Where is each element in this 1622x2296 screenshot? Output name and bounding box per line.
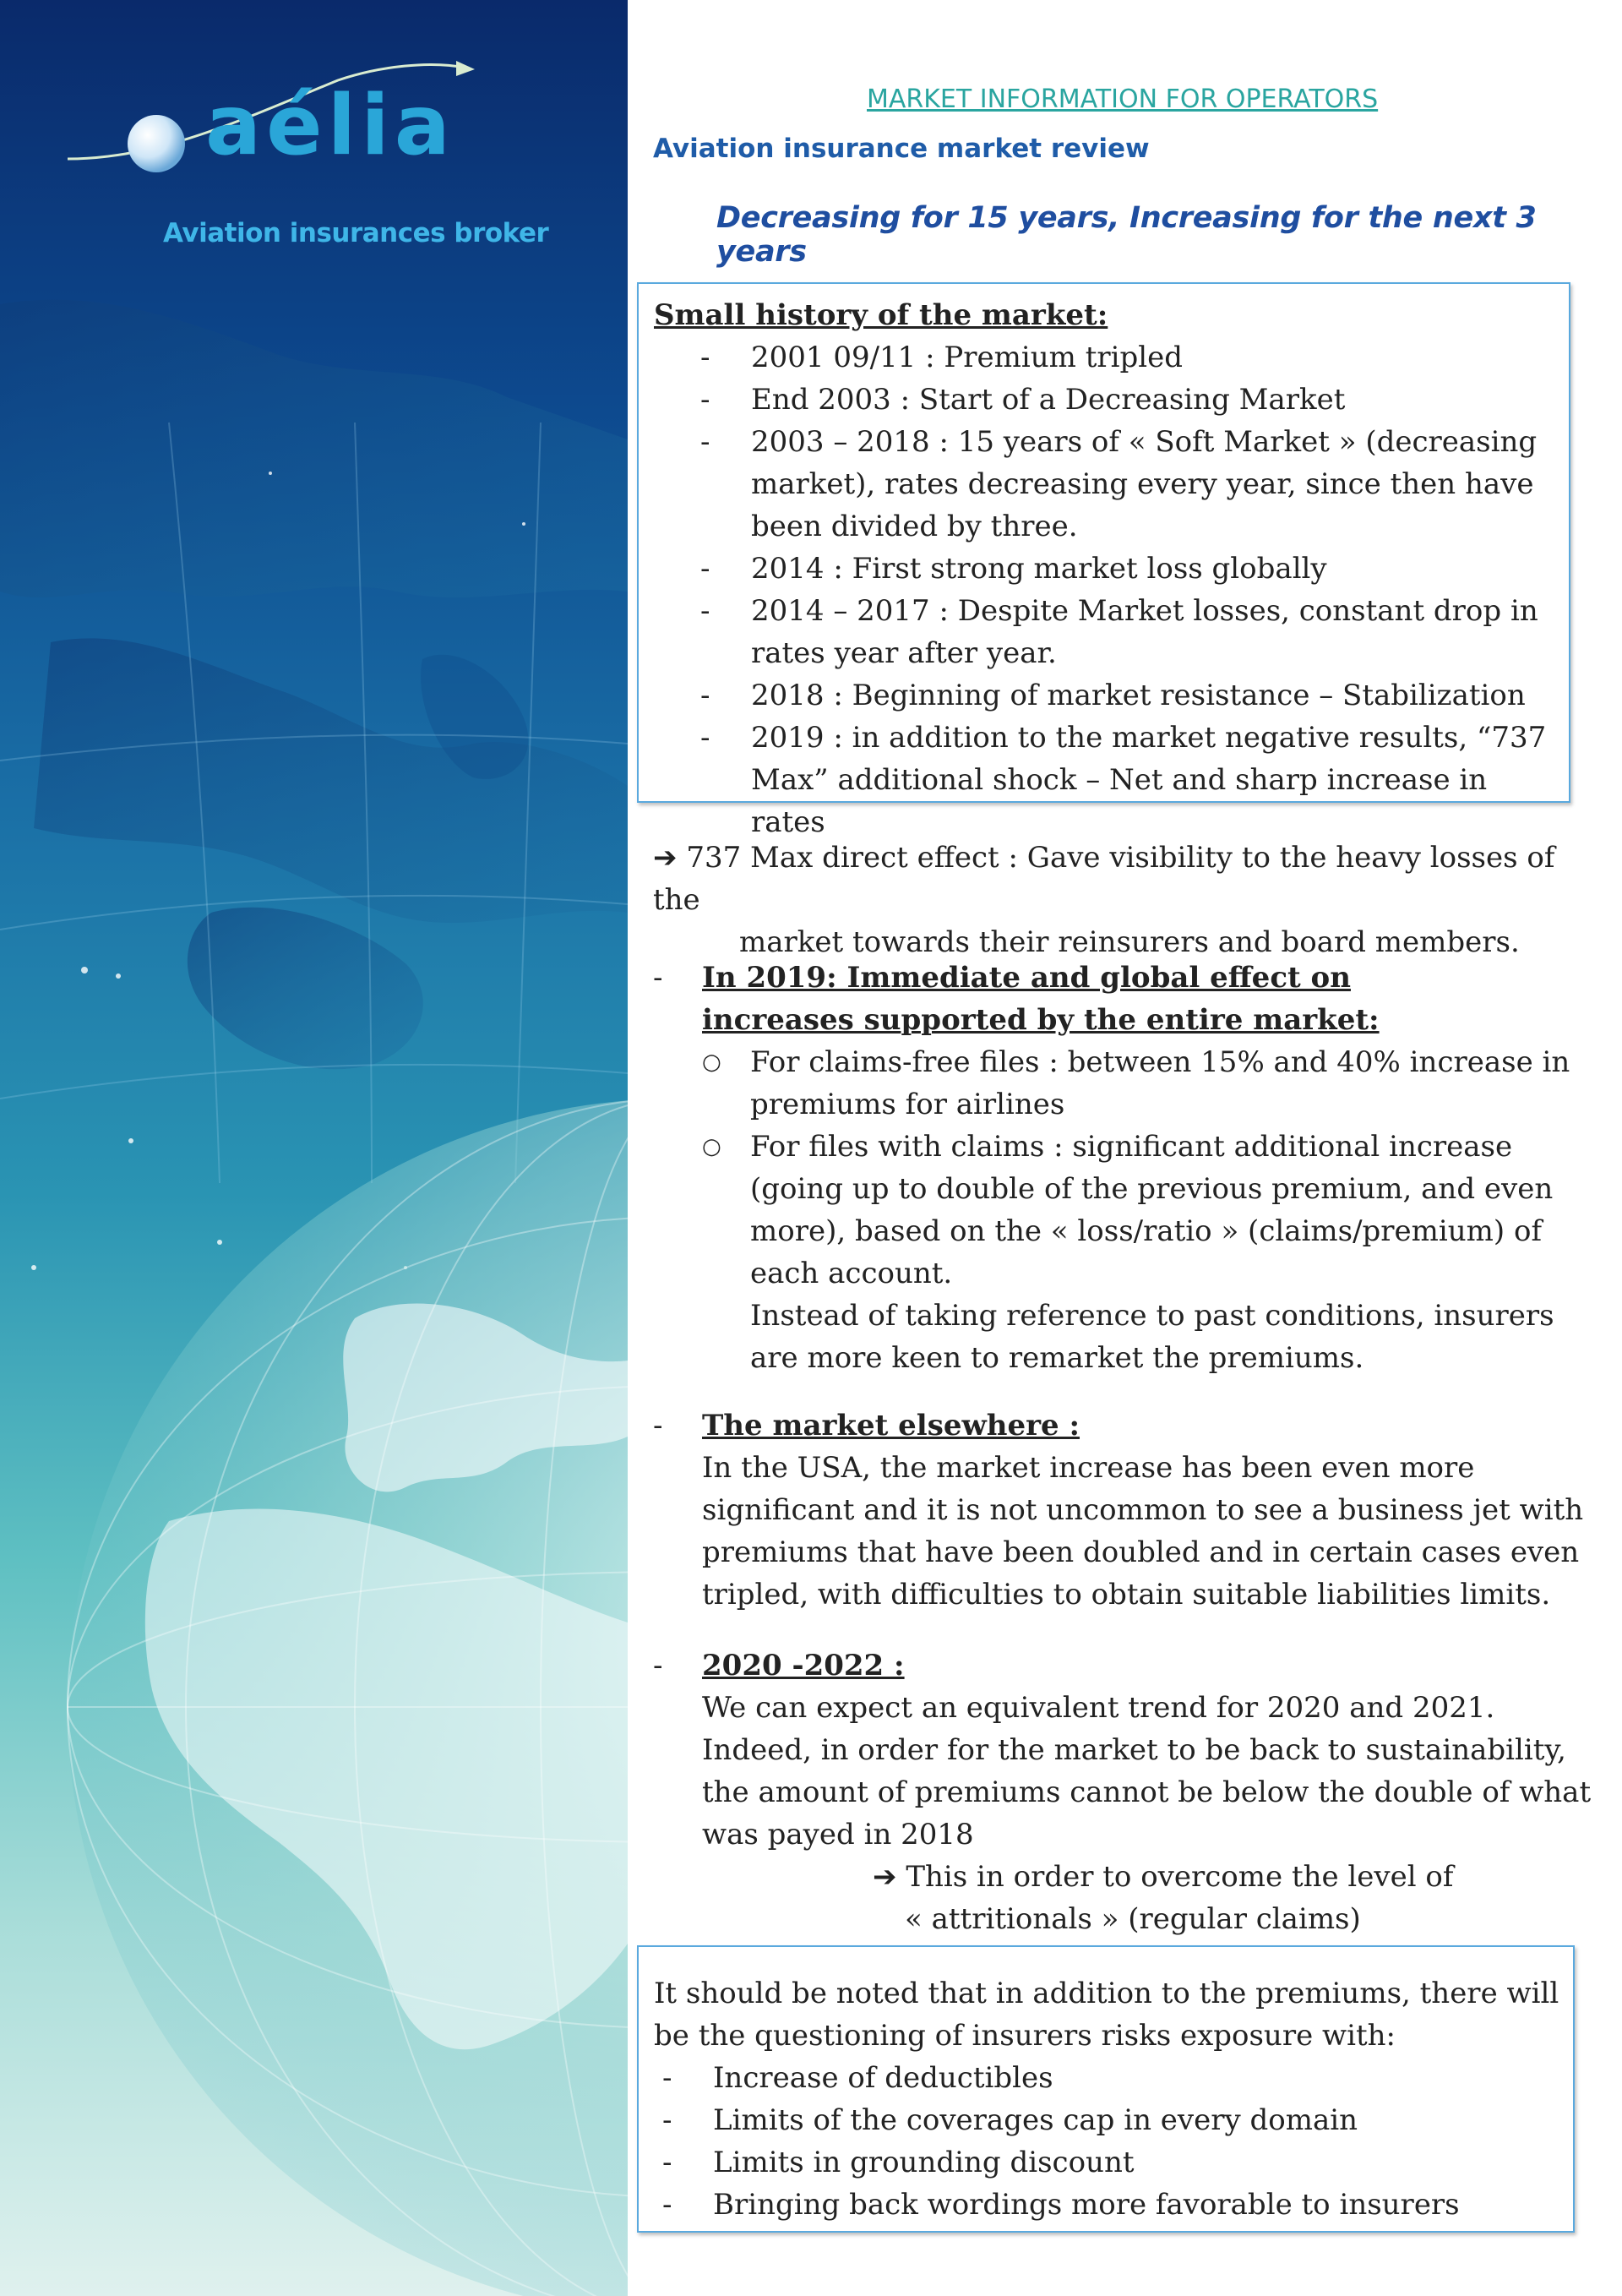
circle-bullet-icon: ○ xyxy=(702,1134,721,1159)
world-map-background xyxy=(0,0,628,2296)
list-item: - 2001 09/11 : Premium tripled xyxy=(700,341,1184,374)
circle-bullet-icon: ○ xyxy=(702,1050,721,1075)
list-item: - 2014 : First strong market loss globally xyxy=(700,552,1327,586)
subtitle: Aviation insurance market review xyxy=(653,134,1150,164)
logo-wordmark: aélia xyxy=(205,78,455,174)
list-item: - 2003 – 2018 : 15 years of « Soft Market » (decreasing market), rates decreasing every year, since then have been divided by three. xyxy=(700,425,1538,543)
section-elsewhere-text: In the USA, the market increase has been even more significant and it is not uncommon to see a business jet with premiums that have been doubled and in certain cases even tripled, with difficulties to obtain suitable liabilities limits. xyxy=(702,1451,1584,1612)
list-item: - Limits of the coverages cap in every domain xyxy=(662,2103,1358,2137)
section-2019-list xyxy=(653,1041,1608,1295)
outlook-arrow-line: ➔ This in order to overcome the level of « attritionals » (regular claims) xyxy=(873,1860,1454,1936)
max-effect-paragraph: ➔ 737 Max direct effect : Gave visibility to the heavy losses of the market towards their reinsurers and board members. xyxy=(653,841,1555,959)
section-outlook-title: 2020 -2022 : xyxy=(702,1649,905,1682)
history-list xyxy=(654,336,1569,843)
notes-list xyxy=(654,2057,1573,2226)
history-box xyxy=(637,282,1570,839)
list-item: - Increase of deductibles xyxy=(662,2061,1053,2095)
side-banner xyxy=(0,0,628,2296)
section-2019: - In 2019: Immediate and global effect on increases supported by the entire market: ○ For claims-free files : between 15% and 40% increase in premiums for airlines ○ For files with claims : significant additional increase (going up to double of the previous premium, and even more), based on the « loss/ratio » (claims/premium) of each account. Instead of taking reference to past conditions, insurers are more keen to remarket the premiums. xyxy=(653,957,1608,1379)
section-2019-title: In 2019: Immediate and global effect on increases supported by the entire market: xyxy=(702,961,1380,1037)
tagline: Aviation insurances broker xyxy=(163,218,549,248)
list-item: - Bringing back wordings more favorable to insurers xyxy=(662,2188,1460,2222)
section-outlook: - 2020 -2022 : We can expect an equivalent trend for 2020 and 2021. Indeed, in order for the market to be back to sustainability, the amount of premiums cannot be below the double of what was payed in 2018 ➔ This in order to overcome the level of « attritionals » (regular claims) xyxy=(653,1644,1608,1940)
page-headline: Decreasing for 15 years, Increasing for the next 3 years xyxy=(716,201,1537,269)
section-2019-note: Instead of taking reference to past conditions, insurers are more keen to remarket the premiums. xyxy=(750,1299,1554,1375)
arrow-icon: ➔ xyxy=(873,1860,897,1894)
list-item: - 2018 : Beginning of market resistance – Stabilization xyxy=(700,679,1526,712)
list-item: ○ For claims-free files : between 15% and 40% increase in premiums for airlines xyxy=(702,1041,1608,1126)
list-item: - Limits in grounding discount xyxy=(662,2146,1135,2179)
outlook-line-2: Indeed, in order for the market to be back to sustainability, the amount of premiums cannot be below the double of what was payed in 2018 xyxy=(702,1733,1592,1852)
section-elsewhere-title: The market elsewhere : xyxy=(702,1409,1080,1442)
list-item: - End 2003 : Start of a Decreasing Market xyxy=(700,383,1346,417)
list-item: - 2019 : in addition to the market negative results, “737 Max” additional shock – Net and sharp increase in rates xyxy=(700,721,1547,839)
list-item: - 2014 – 2017 : Despite Market losses, constant drop in rates year after year. xyxy=(700,594,1538,670)
main-content xyxy=(628,0,1622,2296)
section-elsewhere: - The market elsewhere : In the USA, the market increase has been even more significant and it is not uncommon to see a business jet with premiums that have been doubled and in certain cases even tripled, with difficulties to obtain suitable liabilities limits. xyxy=(653,1404,1608,1616)
kicker-link[interactable]: MARKET INFORMATION FOR OPERATORS xyxy=(867,85,1379,114)
notes-box xyxy=(637,1945,1575,2233)
list-item: ○ For files with claims : significant additional increase (going up to double of the previous premium, and even more), based on the « loss/ratio » (claims/premium) of each account. xyxy=(702,1126,1608,1295)
outlook-line-1: We can expect an equivalent trend for 2020 and 2021. xyxy=(702,1691,1495,1725)
notes-intro: It should be noted that in addition to the premiums, there will be the questioning of insurers risks exposure with: xyxy=(654,1977,1559,2053)
history-title: Small history of the market: xyxy=(654,298,1108,332)
arrow-icon: ➔ xyxy=(653,841,678,875)
